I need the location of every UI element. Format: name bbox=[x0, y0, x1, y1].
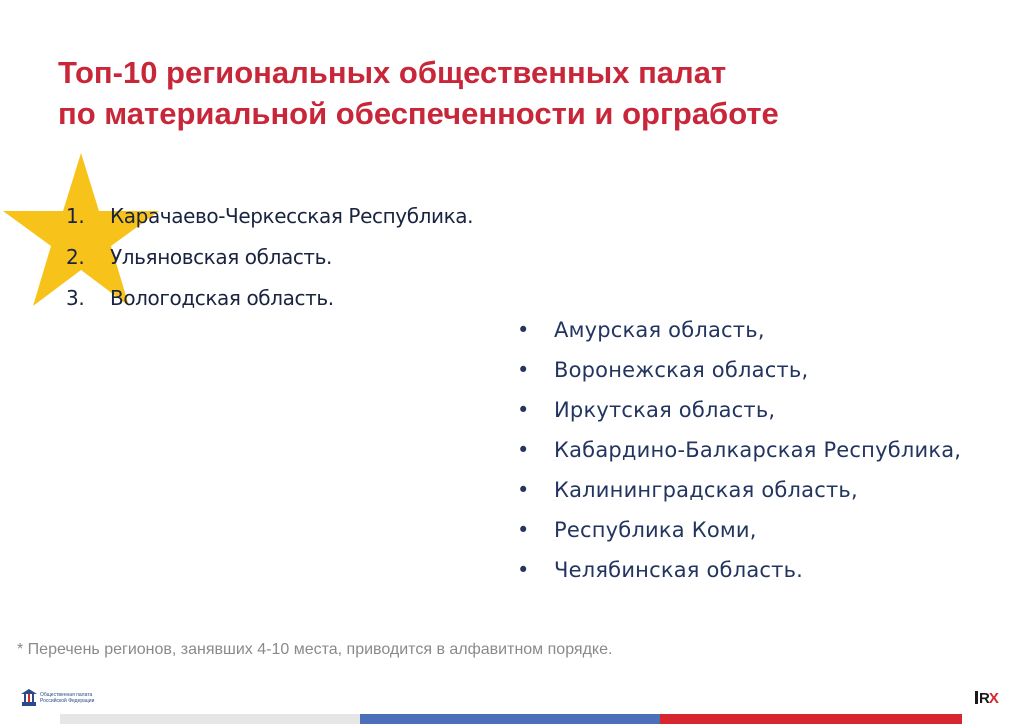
list-item bbox=[517, 550, 961, 590]
bullet: • bbox=[517, 518, 530, 542]
list-item bbox=[517, 510, 961, 550]
list-item-number: 1. bbox=[66, 204, 85, 228]
list-item-label: Амурская область, bbox=[554, 318, 765, 342]
bullet: • bbox=[517, 358, 530, 382]
top-three-list bbox=[66, 196, 473, 319]
list-item-number: 2. bbox=[66, 245, 85, 269]
stripe-blue bbox=[360, 714, 660, 724]
list-item bbox=[66, 278, 473, 319]
slide-title bbox=[58, 52, 779, 134]
chamber-logo-line-1: Общественная палата bbox=[40, 692, 93, 698]
list-item bbox=[517, 310, 961, 350]
list-item-label: Ульяновская область. bbox=[110, 245, 333, 269]
stripe-red bbox=[660, 714, 962, 724]
list-item-label: Вологодская область. bbox=[110, 286, 334, 310]
list-item bbox=[66, 237, 473, 278]
list-item-label: Иркутская область, bbox=[554, 398, 776, 422]
stripe-white bbox=[60, 714, 360, 724]
bullet: • bbox=[517, 558, 530, 582]
list-item-label: Республика Коми, bbox=[554, 518, 757, 542]
list-item bbox=[517, 470, 961, 510]
list-item-label: Воронежская область, bbox=[554, 358, 809, 382]
list-item-label: Кабардино-Балкарская Республика, bbox=[554, 438, 962, 462]
list-item bbox=[517, 430, 961, 470]
list-item-label: Калининградская область, bbox=[554, 478, 858, 502]
list-item-label: Челябинская область. bbox=[554, 558, 804, 582]
list-item bbox=[517, 350, 961, 390]
rx-logo-letter-r: R bbox=[979, 690, 989, 707]
footnote: * Перечень регионов, занявших 4-10 места, приводится в алфавитном порядке. bbox=[17, 641, 613, 658]
bullet: • bbox=[517, 438, 530, 462]
list-item bbox=[66, 196, 473, 237]
slide-title-line-2: по материальной обеспеченности и оргработе bbox=[58, 96, 779, 131]
list-item-number: 3. bbox=[66, 286, 85, 310]
chamber-logo bbox=[20, 688, 110, 710]
bullet: • bbox=[517, 398, 530, 422]
rx-logo bbox=[975, 690, 998, 708]
rx-logo-letter-x: X bbox=[988, 690, 998, 707]
chamber-logo-line-2: Российской Федерации bbox=[40, 698, 95, 704]
list-item-label: Карачаево-Черкесская Республика. bbox=[110, 204, 474, 228]
tricolor-stripe bbox=[60, 714, 962, 724]
bullet: • bbox=[517, 318, 530, 342]
other-regions-list bbox=[517, 310, 961, 590]
chamber-logo-text bbox=[40, 692, 120, 704]
bullet: • bbox=[517, 478, 530, 502]
slide-title-line-1: Топ-10 региональных общественных палат bbox=[58, 55, 727, 90]
chamber-emblem-icon bbox=[20, 688, 38, 708]
rx-logo-bar bbox=[975, 691, 978, 704]
list-item bbox=[517, 390, 961, 430]
